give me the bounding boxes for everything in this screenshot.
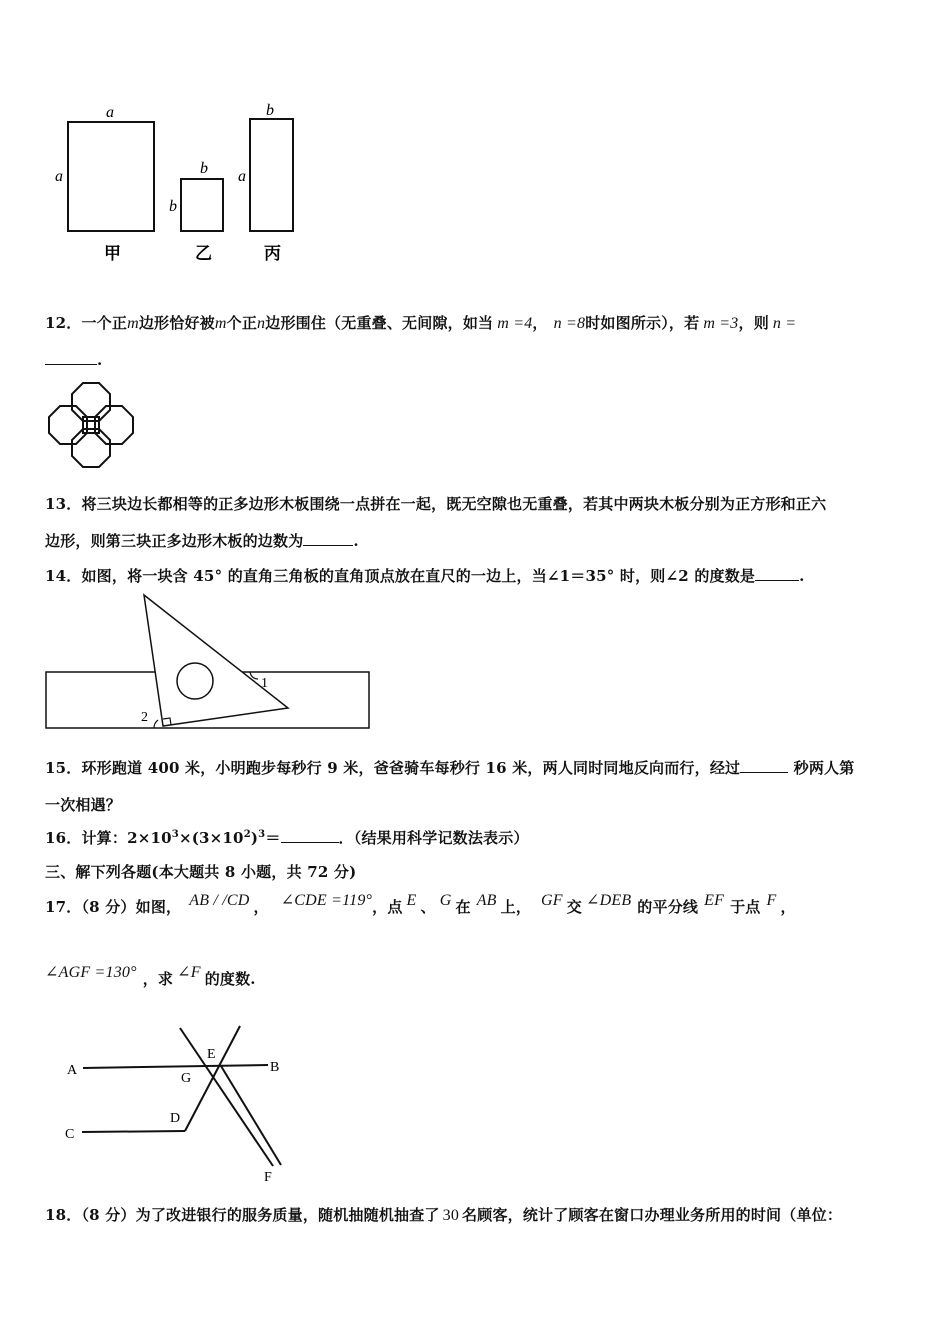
q17-text: ，求 <box>142 970 174 988</box>
octagon-left <box>49 406 87 444</box>
octagon-bottom <box>72 429 110 467</box>
q17-angle-deb: ∠DEB <box>585 892 632 909</box>
q17-point-f: F <box>766 892 777 909</box>
line-ef <box>221 1066 281 1165</box>
q12-m: m <box>127 315 139 332</box>
triangle-ruler-figure <box>40 590 380 735</box>
q12-cond-m4: m =4 <box>497 315 533 332</box>
label-a-tall-left: a <box>238 168 246 185</box>
q14-answer-blank <box>755 566 799 581</box>
question-14 <box>45 565 805 586</box>
q12-m: m <box>214 315 227 332</box>
q17-number: 17．（8 分）如图， <box>45 898 182 916</box>
caption-bing: 丙 <box>264 244 281 263</box>
square-yi <box>181 179 223 231</box>
q17-text: 、 <box>420 898 436 916</box>
q12-text: 边形恰好被 <box>138 314 215 332</box>
angle-2-label: 2 <box>141 710 148 725</box>
q16-answer-blank <box>281 828 339 843</box>
question-12-line2 <box>45 350 102 369</box>
label-a-top: a <box>106 104 114 121</box>
fig-label-e: E <box>207 1047 216 1062</box>
fig-label-d: D <box>170 1111 181 1126</box>
q16-exp: 3 <box>171 829 179 840</box>
label-b-small-top: b <box>200 160 208 177</box>
q12-cond-n: n = <box>772 315 797 332</box>
octagon-right <box>95 406 133 444</box>
label-a-left: a <box>55 168 63 185</box>
q12-end: . <box>97 351 103 369</box>
q17-point-g: G <box>439 892 452 909</box>
q12-cond-m3: m =3 <box>703 315 739 332</box>
q16-exp: 2 <box>243 829 251 840</box>
question-16 <box>45 827 529 848</box>
q17-text: 在 <box>455 898 471 916</box>
q18-text: 名顾客，统计了顾客在窗口办理业务所用的时间（单位： <box>462 1206 843 1224</box>
line-gf <box>180 1028 273 1166</box>
fig-label-a: A <box>67 1063 78 1078</box>
octagon-top <box>72 383 110 421</box>
q16-exp: 3 <box>258 829 266 840</box>
question-13-line1: 13．将三块边长都相等的正多边形木板围绕一点拼在一起，既无空隙也无重叠，若其中两块木板分别为正方形和正六 <box>45 495 827 513</box>
square-jia <box>68 122 154 231</box>
q12-cond-n8: n =8 <box>553 315 586 332</box>
q18-text: 18．（8 分）为了改进银行的服务质量，随机抽随机抽查了 <box>45 1206 440 1224</box>
line-ab <box>83 1065 268 1068</box>
q15-text: 秒两人第 <box>788 759 855 777</box>
q13-answer-blank <box>303 531 353 546</box>
octagon-figure <box>48 382 134 468</box>
set-square <box>144 595 288 726</box>
line-cd <box>82 1131 185 1132</box>
q17-text: 的平分线 <box>637 898 699 916</box>
q12-text: 时如图所示），若 <box>585 314 700 332</box>
squares-figure <box>40 95 330 270</box>
q12-text: ，则 <box>738 314 769 332</box>
question-12-line1 <box>45 312 796 333</box>
q17-line-ab: AB <box>476 892 497 909</box>
section-3-heading: 三、解下列各题(本大题共 8 小题，共 72 分) <box>45 863 357 881</box>
q16-eq: ＝ <box>265 829 281 847</box>
q12-answer-blank <box>45 350 97 365</box>
parallel-lines-figure <box>55 1020 315 1185</box>
q17-point-e: E <box>406 892 417 909</box>
q17-text: ，点 <box>372 898 403 916</box>
question-17-line2 <box>45 964 256 991</box>
q17-ab-parallel-cd: AB / /CD <box>189 892 250 909</box>
fig-label-b: B <box>270 1060 280 1075</box>
question-13-line2 <box>45 530 359 551</box>
question-15-line2: 一次相遇？ <box>45 796 122 814</box>
caption-yi: 乙 <box>195 244 212 263</box>
angle-1-label: 1 <box>261 676 268 691</box>
q15-answer-blank <box>740 758 788 773</box>
caption-jia: 甲 <box>104 244 121 263</box>
q17-text: ， <box>780 898 796 916</box>
q13-text: 边形，则第三块正多边形木板的边数为 <box>45 532 304 550</box>
q17-text: 的度数. <box>204 970 256 988</box>
center-square <box>83 417 99 433</box>
q12-number: 12． <box>45 314 82 332</box>
question-15-line1 <box>45 757 854 778</box>
q16-text: ×(3×10 <box>178 829 244 847</box>
q16-text: 16．计算：2×10 <box>45 829 172 847</box>
q15-text: 15．环形跑道 400 米，小明跑步每秒行 9 米，爸爸骑车每秒行 16 米，两人同时同地反向而行，经过 <box>45 759 741 777</box>
q12-text: 一个正 <box>81 314 128 332</box>
angle-2-arc <box>154 720 158 728</box>
q18-count: 30 <box>442 1207 460 1224</box>
question-17-line1 <box>45 892 796 919</box>
q12-text: 边形围住（无重叠、无间隙，如当 <box>265 314 494 332</box>
q17-text: 上， <box>500 898 532 916</box>
label-b-tall-top: b <box>266 102 274 119</box>
q17-angle-cde: ∠CDE =119° <box>280 892 373 909</box>
q17-text: 交 <box>566 898 582 916</box>
rect-bing <box>250 119 293 231</box>
q16-text: ) <box>250 829 259 847</box>
fig-label-c: C <box>65 1127 75 1142</box>
q12-n: n <box>257 315 266 332</box>
q17-line-gf: GF <box>541 892 563 909</box>
q17-line-ef: EF <box>704 892 725 909</box>
q14-text: 14．如图，将一块含 45° 的直角三角板的直角顶点放在直尺的一边上，当∠1＝35° 时，则∠2 的度数是 <box>45 567 756 585</box>
line-d-e-extended <box>185 1026 240 1131</box>
angle-1-arc <box>250 672 258 679</box>
q12-sep: ， <box>532 314 548 332</box>
q17-angle-f: ∠F <box>177 964 201 981</box>
question-18 <box>45 1204 842 1225</box>
q12-text: 个正 <box>226 314 258 332</box>
q17-angle-agf: ∠AGF =130° <box>45 964 137 981</box>
q13-end: . <box>353 532 359 550</box>
q14-end: . <box>799 567 805 585</box>
label-b-small-left: b <box>169 198 177 215</box>
q17-comma: ， <box>253 898 269 916</box>
q17-text: 于点 <box>730 898 761 916</box>
fig-label-f: F <box>264 1170 272 1185</box>
fig-label-g: G <box>181 1071 192 1086</box>
q16-text: ．（结果用科学记数法表示） <box>338 829 529 847</box>
